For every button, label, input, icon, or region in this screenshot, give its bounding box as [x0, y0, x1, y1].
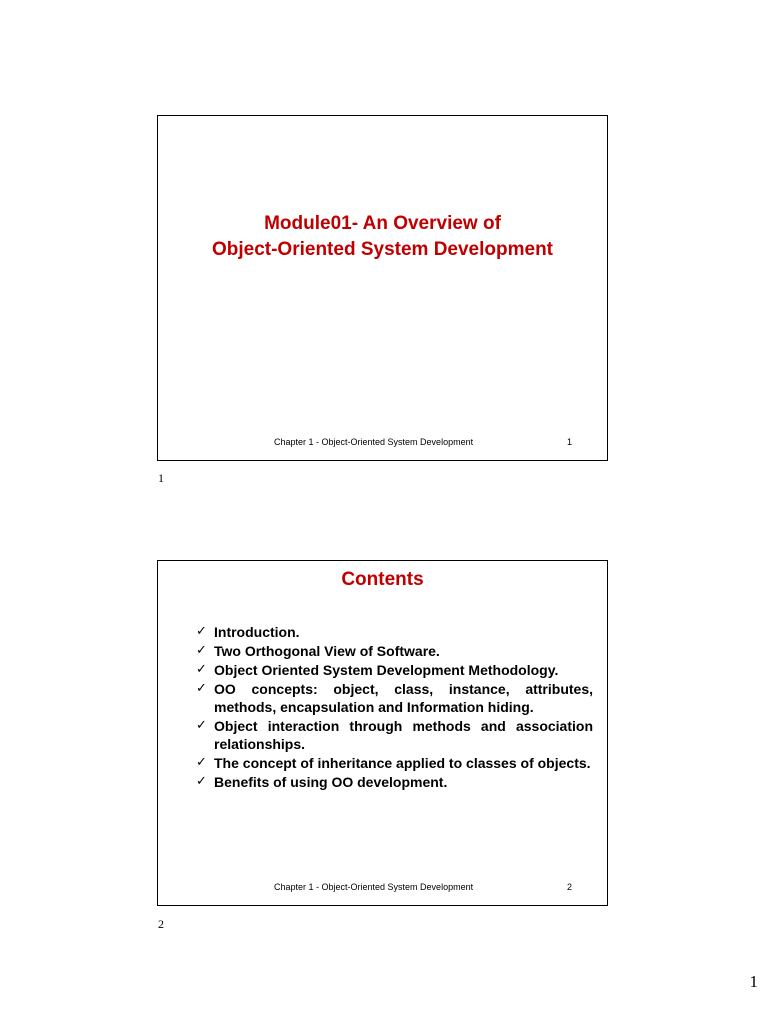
checkmark-icon: ✓ — [196, 624, 207, 639]
slide-title — [158, 211, 607, 263]
list-item-text: Introduction. — [214, 624, 300, 640]
list-item-text: OO concepts: object, class, instance, attributes, methods, encapsulation and Information hiding. — [214, 681, 593, 715]
list-item — [196, 661, 593, 679]
slide-footer-text: Chapter 1 - Object-Oriented System Development — [274, 437, 474, 447]
list-item-text: The concept of inheritance applied to classes of objects. — [214, 755, 591, 771]
contents-list — [196, 623, 593, 792]
page-number: 1 — [749, 972, 758, 991]
checkmark-icon: ✓ — [196, 774, 207, 789]
list-item — [196, 754, 593, 772]
list-item — [196, 623, 593, 641]
list-item-text: Object Oriented System Development Methodology. — [214, 662, 559, 678]
slide-footer — [158, 880, 607, 894]
list-item-text: Two Orthogonal View of Software. — [214, 643, 440, 659]
slide-label-1: 1 — [158, 471, 164, 485]
slide-2 — [157, 560, 608, 906]
slide-label-2: 2 — [158, 917, 164, 931]
slide-footer-number: 1 — [567, 437, 573, 447]
list-item — [196, 773, 593, 791]
slide-1 — [157, 115, 608, 461]
contents-heading: Contents — [341, 569, 424, 590]
slide-footer-number: 2 — [567, 882, 573, 892]
list-item-text: Benefits of using OO development. — [214, 774, 448, 790]
checkmark-icon: ✓ — [196, 718, 207, 733]
list-item — [196, 680, 593, 716]
checkmark-icon: ✓ — [196, 755, 207, 770]
slide-title-line-1: Module01- An Overview of — [264, 213, 501, 234]
slide-footer-text: Chapter 1 - Object-Oriented System Development — [274, 882, 474, 892]
checkmark-icon: ✓ — [196, 681, 207, 696]
list-item — [196, 642, 593, 660]
checkmark-icon: ✓ — [196, 643, 207, 658]
list-item-text: Object interaction through methods and association relationships. — [214, 718, 593, 752]
checkmark-icon: ✓ — [196, 662, 207, 677]
slide-title-line-2: Object-Oriented System Development — [211, 239, 554, 260]
list-item — [196, 717, 593, 753]
slide-footer — [158, 435, 607, 449]
